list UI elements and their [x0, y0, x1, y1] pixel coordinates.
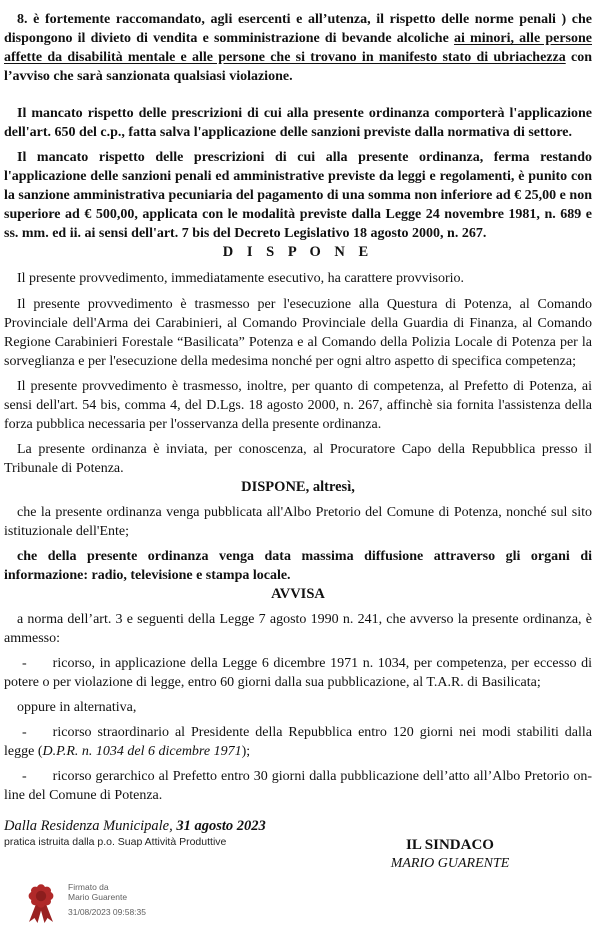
bullet-ricorso-prefetto-text: ricorso gerarchico al Prefetto entro 30 giorni dalla pubblicazione dell’atto all’Albo Pretorio on-line del Comune di Potenza.	[4, 769, 592, 803]
bullet-dash: -	[22, 656, 27, 671]
bullet-ricorso-prefetto	[4, 767, 592, 805]
closing-pratica-note: pratica istruita dalla p.o. Suap Attività Produttive	[4, 836, 227, 848]
stamp-line-1: Firmato da	[68, 882, 109, 892]
paragraph-albo-pretorio: che la presente ordinanza venga pubblicata all'Albo Pretorio del Comune di Potenza, nonché sul sito istituzionale dell'Ente;	[4, 505, 592, 539]
bullet-ricorso-presidente	[4, 723, 592, 761]
closing-place: Dalla Residenza Municipale,	[4, 818, 173, 834]
paragraph-trasmesso-esecuzione: Il presente provvedimento è trasmesso per l'esecuzione alla Questura di Potenza, al Comando Provinciale dell'Arma dei Carabinieri, al Comando Provinciale della Guardia di Finanza, al Comando Regione Carabinieri Forestale “Basilicata” Potenza e al Comando della Polizia Locale di Potenza per la sorveglianza e per l'esecuzione della medesima nonché per ogni altro aspetto di specifica competenza;	[4, 297, 592, 369]
bullet-ricorso-tar	[4, 654, 592, 692]
heading-dispone: D I S P O N E	[222, 244, 374, 260]
signature-role: IL SINDACO	[406, 837, 494, 853]
heading-avvisa: AVVISA	[271, 586, 325, 602]
wax-seal-icon	[26, 882, 56, 924]
paragraph-provvisorio: Il presente provvedimento, immediatamente esecutivo, ha carattere provvisorio.	[17, 271, 465, 286]
paragraph-diffusione: che della presente ordinanza venga data massima diffusione attraverso gli organi di informazione: radio, televisione e stampa locale.	[4, 549, 592, 583]
signature-block	[330, 836, 570, 873]
bullet-dash: -	[22, 769, 27, 784]
paragraph-sanction-art650: Il mancato rispetto delle prescrizioni di cui alla presente ordinanza comporterà l'applicazione dell'art. 650 del c.p., fatta salva l'applicazione delle sanzioni previste dalla normativa di settore.	[4, 106, 592, 140]
bullet-ricorso-tar-text: ricorso, in applicazione della Legge 6 dicembre 1971 n. 1034, per competenza, per eccesso di potere o per violazione di legge, entro 60 giorni dalla sua pubblicazione, al T.A.R. di Basilicata;	[4, 656, 592, 690]
bullet-dash: -	[22, 725, 27, 740]
bullet-ricorso-presidente-lead: ricorso straordinario al Presidente della Repubblica entro 120 giorni nei modi stabiliti dalla legge (	[4, 725, 592, 759]
paragraph-procuratore: La presente ordinanza è inviata, per conoscenza, al Procuratore Capo della Repubblica presso il Tribunale di Potenza.	[4, 442, 592, 476]
digital-signature-stamp	[26, 882, 146, 924]
stamp-text	[68, 882, 146, 917]
stamp-line-2: Mario Guarente	[68, 892, 128, 902]
paragraph-point-8	[4, 10, 592, 86]
stamp-timestamp: 31/08/2023 09:58:35	[68, 907, 146, 917]
paragraph-point-8-tail: con l’avviso che sarà sanzionata qualsiasi violazione.	[4, 50, 592, 84]
paragraph-norma-241: a norma dell’art. 3 e seguenti della Legge 7 agosto 1990 n. 241, che avverso la presente ordinanza, è ammesso:	[4, 612, 592, 646]
paragraph-point-8-underlined: ai minori, alle persone affette da disabilità mentale e alle persone che si trovano in manifesto stato di ubriachezza	[4, 31, 592, 65]
signature-name: MARIO GUARENTE	[390, 856, 510, 871]
paragraph-point-8-lead: 8. è fortemente raccomandato, agli esercenti e all’utenza, il rispetto delle norme penali ) che dispongono il divieto di vendita e somministrazione di bevande alcoliche	[4, 12, 592, 46]
closing-date: 31 agosto 2023	[176, 818, 266, 834]
paragraph-oppure: oppure in alternativa,	[17, 700, 137, 715]
heading-dispone-altresi: DISPONE, altresì,	[241, 479, 355, 495]
paragraph-trasmesso-prefetto: Il presente provvedimento è trasmesso, inoltre, per quanto di competenza, al Prefetto di Potenza, ai sensi dell'art. 54 bis, comma 4, del D.Lgs. 18 agosto 2000, n. 267, affinchè sia fornita l'assistenza della forza pubblica necessaria per l'osservanza della presente ordinanza.	[4, 379, 592, 432]
paragraph-sanction-pecuniaria: Il mancato rispetto delle prescrizioni di cui alla presente ordinanza, ferma restando l'applicazione delle sanzioni penali ed amministrative previste da leggi e regolamenti, è punito con la sanzione amministrativa pecuniaria del pagamento di una somma non inferiore ad € 25,00 e non superiore ad € 500,00, applicata con le modalità previste dalla Legge 24 novembre 1981, n. 689 e ss. mm. ed ii. ai sensi dell'art. 7 bis del Decreto Legislativo 18 agosto 2000, n. 267.	[4, 150, 592, 241]
closing-dateline	[4, 817, 592, 836]
bullet-ricorso-presidente-dpr: D.P.R. n. 1034 del 6 dicembre 1971	[42, 744, 242, 759]
bullet-ricorso-presidente-tail: );	[241, 744, 251, 759]
